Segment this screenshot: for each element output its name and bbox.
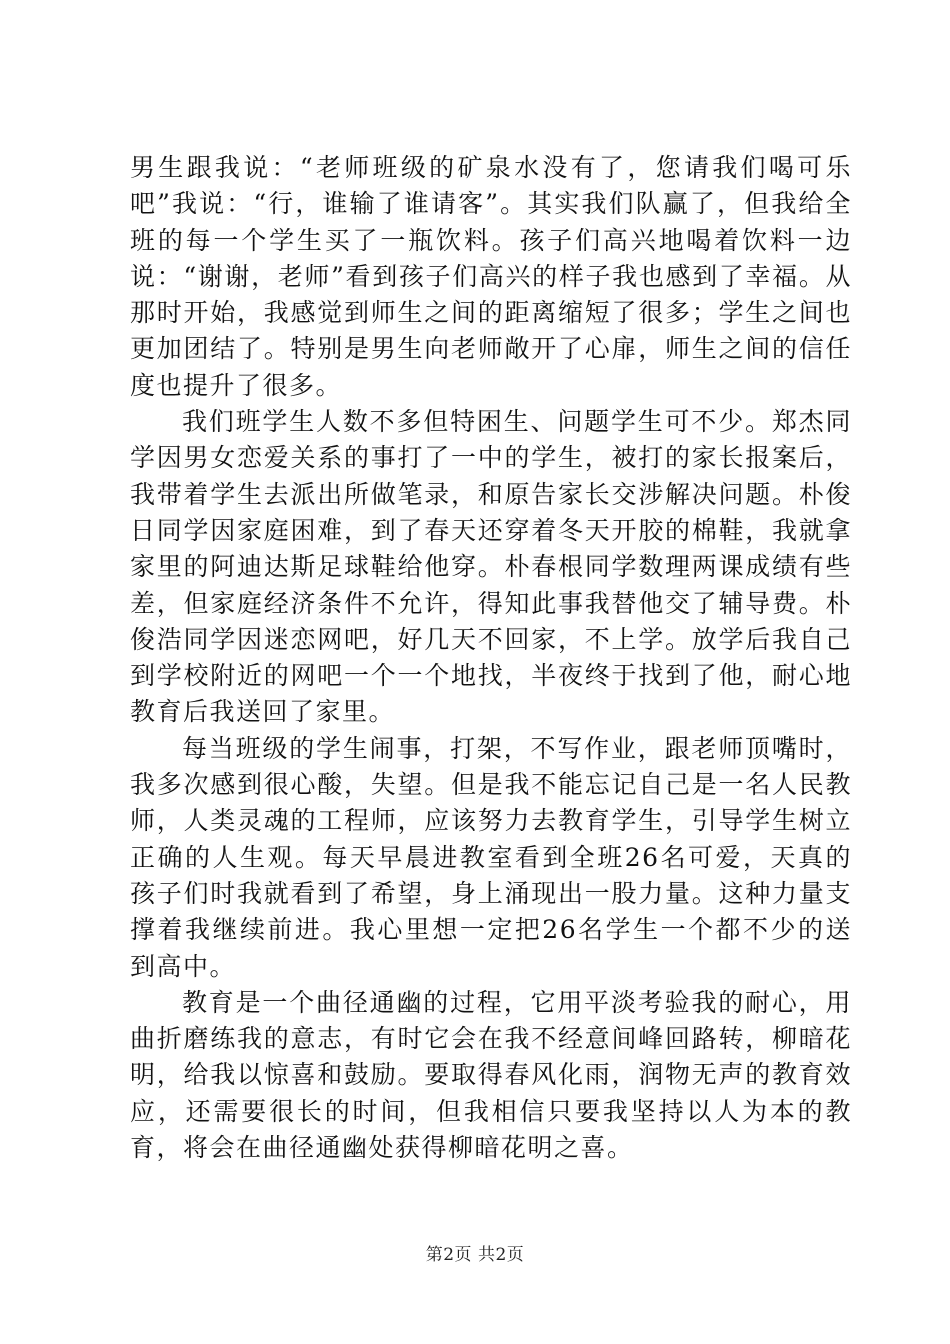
- paragraph-3: 每当班级的学生闹事，打架，不写作业，跟老师顶嘴时，我多次感到很心酸，失望。但是我不能忘记自己是一名人民教师，人类灵魂的工程师，应该努力去教育学生，引导学生树立正确的人生观。每天早晨进教室看到全班26名可爱，天真的孩子们时我就看到了希望，身上涌现出一股力量。这种力量支撑着我继续前进。我心里想一定把26名学生一个都不少的送到高中。: [130, 733, 852, 981]
- paragraph-2: 我们班学生人数不多但特困生、问题学生可不少。郑杰同学因男女恋爱关系的事打了一中的学生，被打的家长报案后，我带着学生去派出所做笔录，和原告家长交涉解决问题。朴俊日同学因家庭困难，到了春天还穿着冬天开胶的棉鞋，我就拿家里的阿迪达斯足球鞋给他穿。朴春根同学数理两课成绩有些差，但家庭经济条件不允许，得知此事我替他交了辅导费。朴俊浩同学因迷恋网吧，好几天不回家，不上学。放学后我自己到学校附近的网吧一个一个地找，半夜终于找到了他，耐心地教育后我送回了家里。: [130, 407, 852, 727]
- paragraph-1: 男生跟我说：“老师班级的矿泉水没有了，您请我们喝可乐吧”我说：“行，谁输了谁请客”。其实我们队赢了，但我给全班的每一个学生买了一瓶饮料。孩子们高兴地喝着饮料一边说：“谢谢，老师”看到孩子们高兴的样子我也感到了幸福。从那时开始，我感觉到师生之间的距离缩短了很多；学生之间也更加团结了。特别是男生向老师敞开了心扉，师生之间的信任度也提升了很多。: [130, 153, 852, 400]
- paragraph-4: 教育是一个曲径通幽的过程，它用平淡考验我的耐心，用曲折磨练我的意志，有时它会在我不经意间峰回路转，柳暗花明，给我以惊喜和鼓励。要取得春风化雨，润物无声的教育效应，还需要很长的时间，但我相信只要我坚持以人为本的教育，将会在曲径通幽处获得柳暗花明之喜。: [130, 987, 852, 1163]
- document-body: [130, 150, 852, 1166]
- page-number-footer: 第2页 共2页: [425, 1245, 525, 1265]
